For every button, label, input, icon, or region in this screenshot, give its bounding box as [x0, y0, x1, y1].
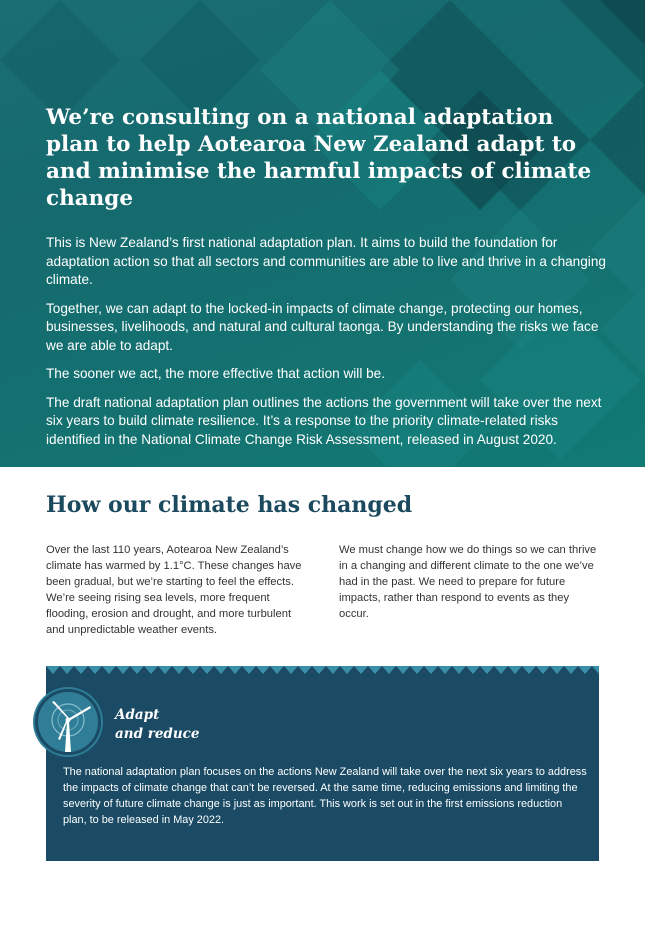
panel-title	[115, 706, 199, 744]
hero-paragraph: The draft national adaptation plan outlines the actions the government will take over the next six years to build climate resilience. It’s a response to the priority climate-related risks identified in the National Climate Change Risk Assessment, released in August 2020.	[46, 394, 602, 447]
wind-turbine-icon	[38, 692, 98, 752]
panel-text: The national adaptation plan focuses on the actions New Zealand will take over the next six years to address the impacts of climate change that can’t be reversed. At the same time, reducing emissions and limiting the severity of future climate change is just as important. This work is set out in the first emissions reduction plan, to be released in May 2022.	[63, 766, 587, 826]
section-title: How our climate has changed	[46, 492, 413, 518]
hero-paragraph: This is New Zealand’s first national adaptation plan. It aims to build the foundation for adaptation action so that all sectors and communities are able to live and thrive in a changing climate.	[46, 235, 606, 287]
hero-title: We’re consulting on a national adaptation plan to help Aotearoa New Zealand adapt to and minimise the harmful impacts of climate change	[46, 105, 592, 211]
wind-turbine-badge	[35, 689, 101, 755]
panel-title-line2: and reduce	[115, 726, 200, 742]
climate-section	[46, 490, 601, 638]
zigzag-border	[46, 666, 599, 676]
hero-paragraph: The sooner we act, the more effective that action will be.	[46, 366, 386, 381]
two-column-text	[46, 542, 601, 638]
panel-title-line1: Adapt	[115, 707, 160, 723]
hero-content	[46, 104, 606, 459]
hero-paragraph: Together, we can adapt to the locked-in impacts of climate change, protecting our homes, businesses, livelihoods, and natural and cultural taonga. By understanding the risks we face we are able to adapt.	[46, 300, 599, 353]
right-column-text: We must change how we do things so we can thrive in a changing and different climate to the one we’ve had in the past. We need to prepare for future impacts, rather than respond to events as they occur.	[339, 544, 597, 620]
left-column-text: Over the last 110 years, Aotearoa New Zealand’s climate has warmed by 1.1°C. These changes have been gradual, but we’re starting to feel the effects. We’re seeing rising sea levels, more frequent flooding, erosion and drought, and more turbulent and unpredictable weather events.	[46, 544, 302, 636]
